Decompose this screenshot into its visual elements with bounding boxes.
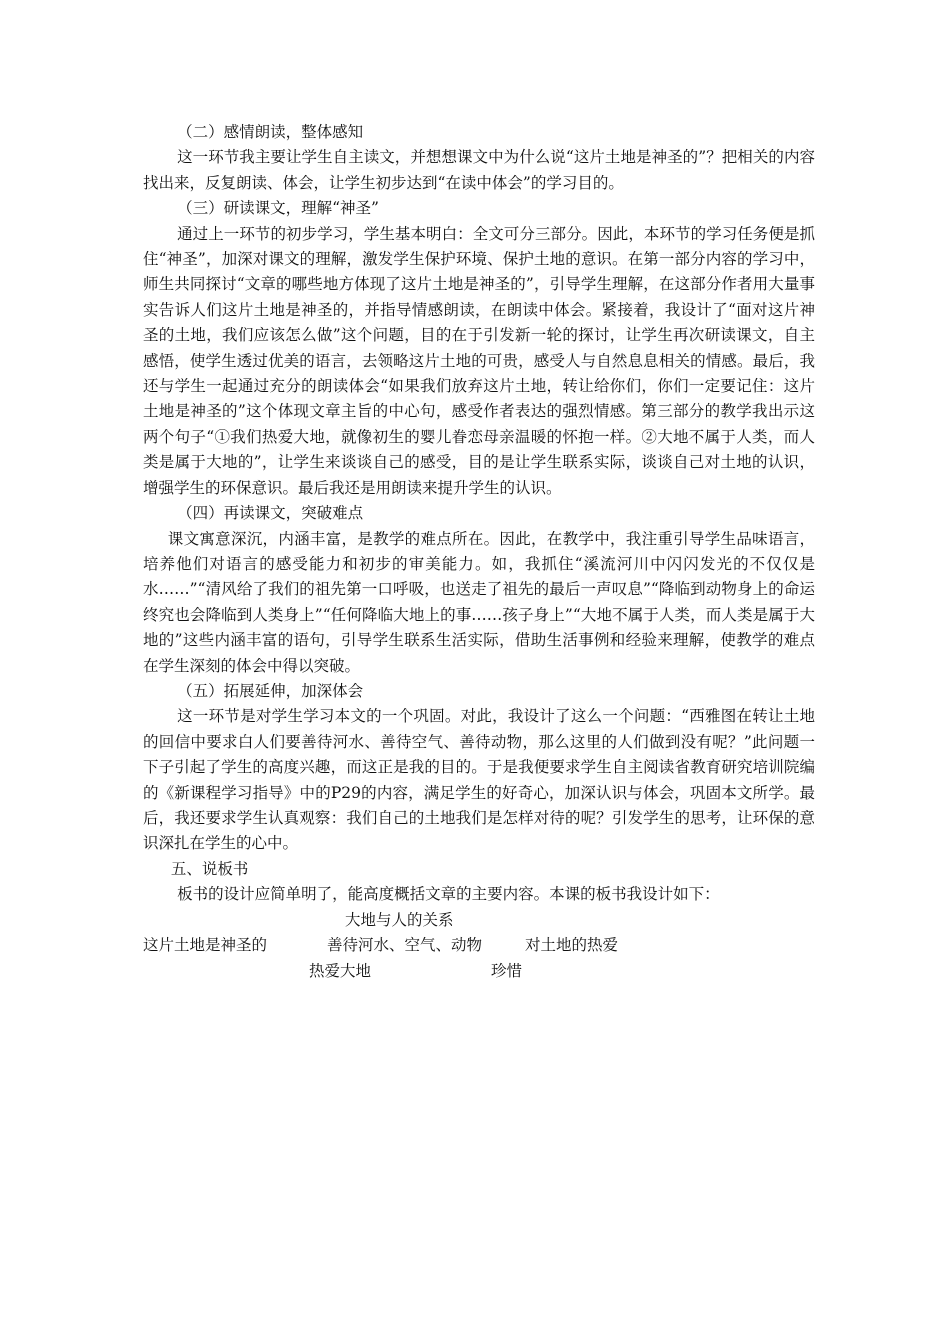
paragraph-5: 这一环节是对学生学习本文的一个巩固。对此，我设计了这么一个问题：“西雅图在转让土地的回信中要求白人们要善待河水、善待空气、善待动物，那么这里的人们做到没有呢？”此问题一下子引起了学生的高度兴趣，而这正是我的目的。于是我便要求学生自主阅读省教育研究培训院编的《新课程学习指导》中的P29的内容，满足学生的好奇心，加深认识与体会，巩固本文所学。最后，我还要求学生认真观察：我们自己的土地我们是怎样对待的呢？引发学生的思考，让环保的意识深扎在学生的心中。: [143, 707, 815, 853]
section-heading: 五、说板书: [170, 859, 249, 878]
paragraph-2: 这一环节我主要让学生自主读文，并想想课文中为什么说“这片土地是神圣的”？把相关的内容找出来，反复朗读、体会，让学生初步达到“在读中体会”的学习目的。: [143, 148, 815, 192]
heading-2: （二）感情朗读，整体感知: [177, 123, 364, 141]
board-bottom-left-text: 热爱大地: [309, 961, 372, 980]
paragraph-3: 通过上一环节的初步学习，学生基本明白：全文可分三部分。因此，本环节的学习任务便是抓住“神圣”，加深对课文的理解，激发学生保护环境、保护土地的意识。在第一部分内容的学习中，师生共同探讨“文章的哪些地方体现了这片土地是神圣的”，引导学生理解，在这部分作者用大量事实告诉人们这片土地是神圣的，并指导情感朗读，在朗读中体会。紧接着，我设计了“面对这片神圣的土地，我们应该怎么做”这个问题，目的在于引发新一轮的探讨，让学生再次研读课文，自主感悟，使学生透过优美的语言，去领略这片土地的可贵，感受人与自然息息相关的情感。最后，我还与学生一起通过充分的朗读体会“如果我们放弃这片土地，转让给你们，你们一定要记住：这片土地是神圣的”这个体现文章主旨的中心句，感受作者表达的强烈情感。第三部分的教学我出示这两个句子“①我们热爱大地，就像初生的婴儿眷恋母亲温暖的怀抱一样。②大地不属于人类，而人类是属于大地的”，让学生来谈谈自己的感受，目的是让学生联系实际，谈谈自己对土地的认识，增强学生的环保意识。最后我还是用朗读来提升学生的认识。: [143, 224, 815, 497]
board-right-text: 对土地的热爱: [525, 935, 619, 954]
board-bottom-right-text: 珍惜: [491, 961, 523, 980]
board-middle-text: 善待河水、空气、动物: [327, 935, 483, 954]
paragraph-4: 课文寓意深沉，内涵丰富，是教学的难点所在。因此，在教学中，我注重引导学生品味语言，培养他们对语言的感受能力和初步的审美能力。如，我抓住“溪流河川中闪闪发光的不仅仅是水……”“清风给了我们的祖先第一口呼吸，也送走了祖先的最后一声叹息”“降临到动物身上的命运终究也会降临到人类身上”“任何降临大地上的事……孩子身上”“大地不属于人类，而人类是属于大地的”这些内涵丰富的语句，引导学生联系生活实际，借助生活事例和经验来理解，使教学的难点在学生深刻的体会中得以突破。: [143, 529, 815, 675]
heading-4: （四）再读课文，突破难点: [177, 504, 364, 523]
board-title: 大地与人的关系: [345, 910, 454, 929]
blackboard-layout: [143, 908, 815, 984]
paragraph-6: 板书的设计应简单明了，能高度概括文章的主要内容。本课的板书我设计如下：: [177, 885, 720, 904]
heading-3: （三）研读课文，理解“神圣”: [177, 199, 379, 218]
board-left-text: 这片土地是神圣的: [143, 935, 268, 954]
document-body: [143, 120, 815, 984]
heading-5: （五）拓展延伸，加深体会: [177, 681, 364, 700]
